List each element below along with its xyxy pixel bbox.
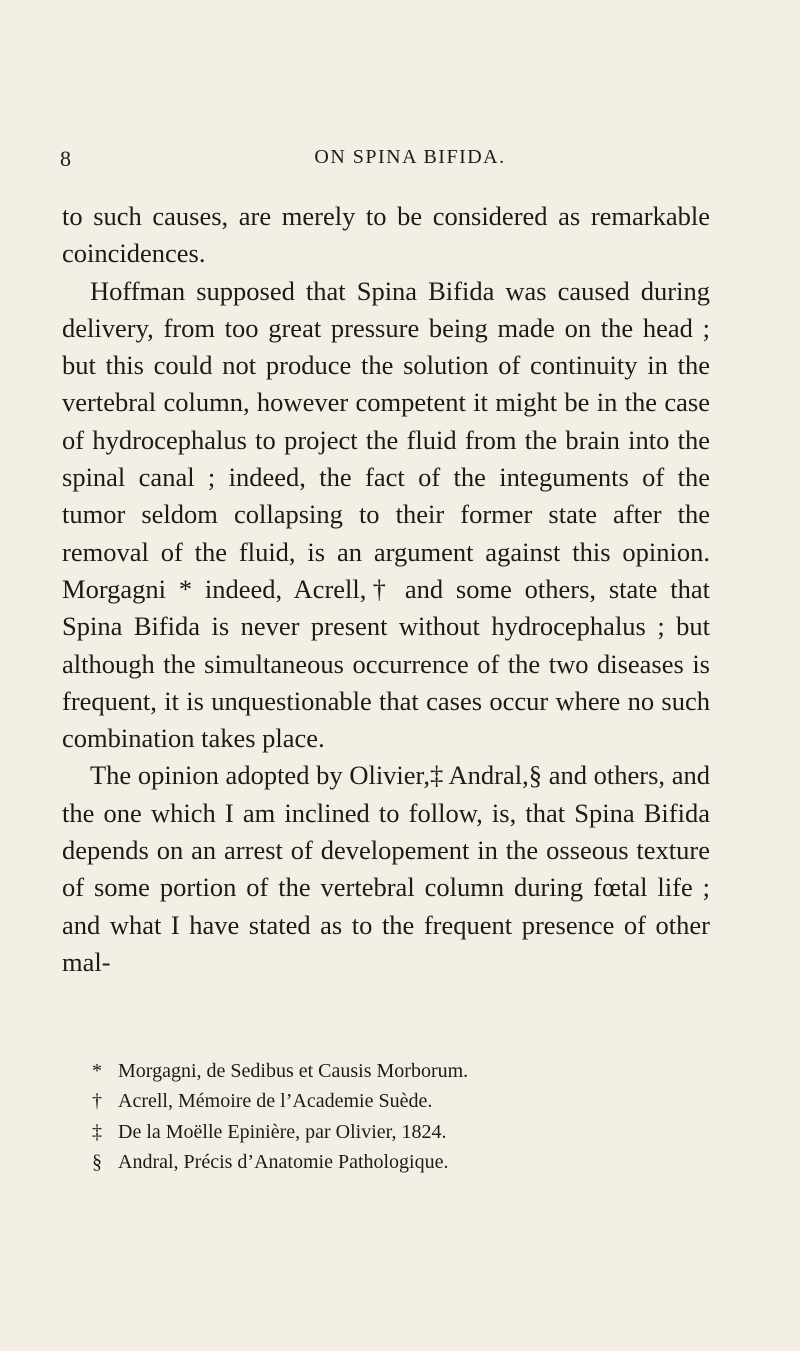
footnote — [92, 1117, 712, 1147]
paragraph: to such causes, are merely to be considered as remarkable coincidences. — [62, 201, 710, 269]
footnote-text: Morgagni, de Sedibus et Causis Morborum. — [118, 1060, 469, 1082]
footnote-mark: † — [92, 1090, 102, 1113]
paragraph: The opinion adopted by Olivier,‡ Andral,§ and others, and the one which I am inclined to follow, is, that Spina Bifida depends on an arrest of developement in the osseous texture of some portion of the vertebral column during fœtal life ; and what I have stated as to the frequent presence of other mal- — [62, 760, 710, 977]
footnote — [92, 1147, 712, 1177]
page-header — [60, 146, 760, 176]
footnote-mark: * — [92, 1060, 102, 1082]
footnote — [92, 1056, 712, 1086]
page-number: 8 — [60, 146, 72, 171]
footnote-text: Andral, Précis d’Anatomie Pathologique. — [118, 1150, 449, 1173]
paragraph: Hoffman supposed that Spina Bifida was caused during delivery, from too great pressure being made on the head ; but this could not produce the solution of continuity in the vertebral column, however competent it might be in the case of hydrocephalus to project the fluid from the brain into the spinal canal ; indeed, the fact of the integuments of the tumor seldom collapsing to their former state after the removal of the fluid, is an argument against this opinion. Morgagni * indeed, Acrell,† and some others, state that Spina Bifida is never present without hydrocephalus ; but although the simultaneous occurrence of the two diseases is frequent, it is unquestionable that cases occur where no such combination takes place. — [62, 275, 710, 754]
footnote-text: De la Moëlle Epinière, par Olivier, 1824. — [118, 1120, 447, 1143]
footnote — [92, 1086, 712, 1116]
footnote-text: Acrell, Mémoire de l’Academie Suède. — [118, 1090, 433, 1113]
footnote-mark: ‡ — [92, 1120, 102, 1143]
footnotes — [92, 1056, 712, 1177]
running-title: ON SPINA BIFIDA. — [314, 146, 506, 168]
footnote-mark: § — [92, 1150, 102, 1173]
body-text — [62, 198, 710, 981]
